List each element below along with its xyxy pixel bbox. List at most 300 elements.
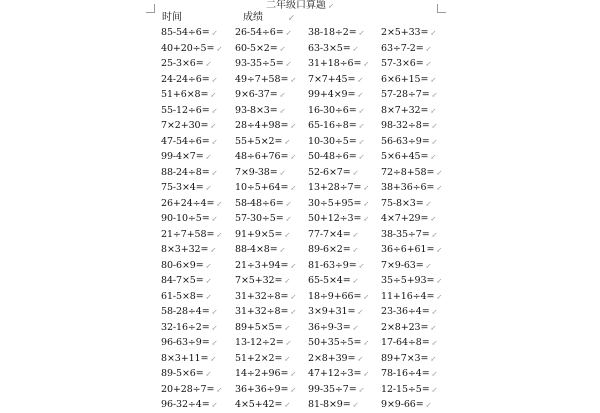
arithmetic-problem (161, 366, 235, 382)
problem-text: 81-63÷9= (308, 259, 357, 271)
paragraph-mark-icon: ↙ (288, 13, 295, 22)
paragraph-mark-icon: ↙ (279, 168, 286, 177)
arithmetic-problem (308, 41, 381, 57)
paragraph-mark-icon: ↙ (210, 246, 217, 254)
arithmetic-problem (161, 134, 235, 150)
problem-text: 3×9+31= (308, 306, 356, 317)
paragraph-mark-icon: ↙ (352, 323, 359, 332)
paragraph-mark-icon: ↙ (358, 385, 365, 394)
arithmetic-problem (161, 72, 235, 88)
paragraph-mark-icon: ↙ (205, 292, 212, 301)
arithmetic-problem (235, 320, 308, 336)
paragraph-mark-icon: ↙ (425, 44, 432, 53)
arithmetic-problem (161, 25, 235, 41)
paragraph-mark-icon: ↙ (430, 29, 437, 37)
arithmetic-problem (308, 25, 381, 41)
problem-text: 7×2+30= (161, 120, 209, 131)
problem-text: 57-30÷5= (235, 213, 284, 224)
problem-text: 60-5×2= (235, 42, 278, 54)
paragraph-mark-icon: ↙ (430, 106, 437, 115)
problem-text: 14÷2+96= (235, 368, 289, 379)
problem-text: 55-12÷6= (161, 104, 210, 116)
arithmetic-problem (381, 118, 447, 134)
arithmetic-problem (308, 242, 381, 258)
paragraph-mark-icon: ↙ (290, 292, 297, 301)
time-label: 时间 (162, 12, 182, 23)
arithmetic-problem (235, 335, 308, 351)
problem-text: 13+28÷7= (308, 182, 362, 193)
arithmetic-problem (308, 56, 381, 72)
problem-text: 61-5×8= (161, 290, 204, 302)
paragraph-mark-icon: ↙ (363, 292, 370, 301)
problem-text: 57-3×6= (381, 58, 424, 69)
paragraph-mark-icon: ↙ (285, 199, 292, 208)
arithmetic-problem (161, 258, 235, 274)
arithmetic-problem (308, 382, 381, 398)
arithmetic-problem (381, 103, 447, 119)
arithmetic-problem (308, 258, 381, 274)
paragraph-mark-icon: ↙ (352, 401, 359, 409)
arithmetic-problem (381, 196, 447, 212)
problem-text: 91+9×5= (235, 228, 283, 240)
paragraph-mark-icon: ↙ (352, 230, 359, 239)
arithmetic-problem (161, 289, 235, 305)
paragraph-mark-icon: ↙ (358, 137, 365, 146)
paragraph-mark-icon: ↙ (358, 261, 365, 270)
problem-text: 90-10÷5= (161, 213, 210, 224)
problem-text: 96-63÷9= (161, 337, 210, 348)
arithmetic-problem (161, 351, 235, 367)
problem-text: 50-48÷6= (308, 151, 357, 162)
paragraph-mark-icon: ↙ (211, 308, 218, 316)
arithmetic-problem (161, 304, 235, 320)
problem-text: 72÷8+58= (381, 166, 435, 178)
paragraph-mark-icon: ↙ (430, 215, 437, 223)
paragraph-mark-icon: ↙ (290, 122, 297, 130)
arithmetic-problem (381, 56, 447, 72)
arithmetic-problem (381, 227, 447, 243)
problem-text: 2×5+33= (381, 27, 429, 38)
problem-text: 11+16÷4= (381, 290, 435, 302)
arithmetic-problem (161, 320, 235, 336)
arithmetic-problem (235, 56, 308, 72)
paragraph-mark-icon: ↙ (205, 60, 212, 68)
paragraph-mark-icon: ↙ (357, 354, 364, 363)
paragraph-mark-icon: ↙ (358, 106, 365, 115)
paragraph-mark-icon: ↙ (211, 168, 218, 177)
arithmetic-problem (308, 180, 381, 196)
problem-text: 10÷5+64= (235, 182, 289, 193)
paragraph-mark-icon: ↙ (211, 215, 218, 223)
paragraph-mark-icon: ↙ (284, 401, 291, 409)
problem-text: 96-32÷4= (161, 399, 210, 410)
paragraph-mark-icon: ↙ (285, 29, 292, 37)
arithmetic-problem (308, 304, 381, 320)
paragraph-mark-icon: ↙ (290, 261, 297, 270)
problem-text: 16-30÷6= (308, 104, 357, 116)
arithmetic-problem (381, 382, 447, 398)
arithmetic-problem (235, 165, 308, 181)
problem-grid (161, 25, 447, 410)
arithmetic-problem (308, 134, 381, 150)
problem-text: 81-8×9= (308, 399, 351, 410)
arithmetic-problem (381, 149, 447, 165)
problem-text: 58-28÷4= (161, 306, 210, 317)
problem-text: 21÷3+94= (235, 259, 289, 271)
paragraph-mark-icon: ↙ (431, 385, 438, 394)
problem-text: 40+20÷5= (161, 42, 215, 54)
problem-text: 9×6-37= (235, 89, 278, 100)
arithmetic-problem (161, 273, 235, 289)
arithmetic-problem (381, 41, 447, 57)
paragraph-mark-icon: ↙ (436, 277, 443, 285)
paragraph-mark-icon: ↙ (363, 215, 370, 223)
problem-text: 99-35÷7= (308, 383, 357, 395)
paragraph-mark-icon: ↙ (436, 168, 443, 177)
arithmetic-problem (235, 382, 308, 398)
paragraph-mark-icon: ↙ (211, 323, 218, 332)
problem-text: 51+6×8= (161, 89, 209, 100)
paragraph-mark-icon: ↙ (436, 246, 443, 254)
problem-text: 80-6×9= (161, 259, 204, 271)
arithmetic-problem (235, 289, 308, 305)
paragraph-mark-icon: ↙ (284, 277, 291, 285)
arithmetic-problem (235, 242, 308, 258)
problem-text: 7×7+45= (308, 73, 356, 85)
arithmetic-problem (235, 196, 308, 212)
problem-text: 25-3×6= (161, 58, 204, 69)
problem-text: 23-36÷4= (381, 306, 430, 317)
arithmetic-problem (381, 320, 447, 336)
paragraph-mark-icon: ↙ (290, 385, 297, 394)
paragraph-mark-icon: ↙ (425, 401, 432, 409)
paragraph-mark-icon: ↙ (285, 215, 292, 223)
problem-text: 58-48÷6= (235, 197, 284, 209)
arithmetic-problem (308, 366, 381, 382)
arithmetic-problem (308, 289, 381, 305)
paragraph-mark-icon: ↙ (205, 184, 212, 192)
arithmetic-problem (235, 103, 308, 119)
paragraph-mark-icon: ↙ (328, 2, 334, 10)
paragraph-mark-icon: ↙ (358, 29, 365, 37)
problem-text: 47+12÷3= (308, 368, 362, 379)
paragraph-mark-icon: ↙ (210, 122, 217, 130)
problem-text: 32-16÷2= (161, 321, 210, 333)
problem-text: 31+32÷8= (235, 290, 289, 302)
arithmetic-problem (161, 397, 235, 413)
problem-text: 28÷4+98= (235, 120, 289, 131)
problem-text: 4×5+42= (235, 399, 283, 410)
paragraph-mark-icon: ↙ (211, 137, 218, 146)
arithmetic-problem (161, 211, 235, 227)
problem-text: 89+7×3= (381, 352, 429, 364)
problem-text: 50+12÷3= (308, 213, 362, 224)
problem-text: 49÷7+58= (235, 73, 289, 85)
paragraph-mark-icon: ↙ (363, 184, 370, 192)
paragraph-mark-icon: ↙ (425, 199, 432, 208)
paragraph-mark-icon: ↙ (285, 60, 292, 68)
arithmetic-problem (381, 289, 447, 305)
arithmetic-problem (308, 211, 381, 227)
problem-text: 2×8+39= (308, 352, 356, 364)
paragraph-mark-icon: ↙ (363, 60, 370, 68)
problem-text: 47-54÷6= (161, 135, 210, 147)
problem-text: 57-28÷7= (381, 89, 430, 100)
paragraph-mark-icon: ↙ (358, 153, 365, 161)
problem-text: 7×5+32= (235, 275, 283, 286)
paragraph-mark-icon: ↙ (284, 137, 291, 146)
problem-text: 99-4×7= (161, 151, 204, 162)
arithmetic-problem (161, 242, 235, 258)
arithmetic-problem (235, 41, 308, 57)
arithmetic-problem (235, 258, 308, 274)
problem-text: 52-6×7= (308, 166, 351, 178)
paragraph-mark-icon: ↙ (211, 106, 218, 115)
problem-text: 8×3+32= (161, 244, 209, 255)
problem-text: 18÷9+66= (308, 290, 362, 302)
arithmetic-problem (308, 273, 381, 289)
problem-text: 7×9-38= (235, 166, 278, 178)
paragraph-mark-icon: ↙ (352, 44, 359, 53)
problem-text: 89+5×5= (235, 321, 283, 333)
problem-text: 75-8×3= (381, 197, 424, 209)
arithmetic-problem (381, 72, 447, 88)
arithmetic-problem (161, 196, 235, 212)
problem-text: 5×6+45= (381, 151, 429, 162)
problem-text: 88-4×8= (235, 244, 278, 255)
problem-text: 75-3×4= (161, 182, 204, 193)
problem-text: 21÷7+58= (161, 228, 215, 240)
paragraph-mark-icon: ↙ (211, 29, 218, 37)
paragraph-mark-icon: ↙ (431, 308, 438, 316)
problem-text: 36+36÷9= (235, 383, 289, 395)
arithmetic-problem (235, 351, 308, 367)
arithmetic-problem (235, 211, 308, 227)
paragraph-mark-icon: ↙ (430, 323, 437, 332)
paragraph-mark-icon: ↙ (210, 354, 217, 363)
paragraph-mark-icon: ↙ (211, 401, 218, 409)
problem-text: 78-16÷4= (381, 368, 430, 379)
problem-text: 89-6×2= (308, 244, 351, 255)
problem-text: 77-7×4= (308, 228, 351, 240)
problem-text: 99+4×9= (308, 89, 356, 100)
paragraph-mark-icon: ↙ (284, 323, 291, 332)
arithmetic-problem (308, 149, 381, 165)
arithmetic-problem (381, 134, 447, 150)
paragraph-mark-icon: ↙ (352, 246, 359, 254)
problem-text: 89-5×6= (161, 368, 204, 379)
problem-text: 12-15÷5= (381, 383, 430, 395)
paragraph-mark-icon: ↙ (205, 370, 212, 378)
problem-text: 9×9-66= (381, 399, 424, 410)
problem-text: 55+5×2= (235, 135, 283, 147)
paragraph-mark-icon: ↙ (216, 385, 223, 394)
paragraph-mark-icon: ↙ (431, 137, 438, 146)
problem-text: 24-24÷6= (161, 73, 210, 85)
paragraph-mark-icon: ↙ (285, 339, 292, 347)
problem-text: 88-24÷8= (161, 166, 210, 178)
arithmetic-problem (235, 118, 308, 134)
paragraph-mark-icon: ↙ (431, 339, 438, 347)
paragraph-mark-icon: ↙ (357, 308, 364, 316)
paragraph-mark-icon: ↙ (216, 44, 223, 53)
arithmetic-problem (381, 273, 447, 289)
arithmetic-problem (381, 351, 447, 367)
arithmetic-problem (235, 72, 308, 88)
paragraph-mark-icon: ↙ (279, 246, 286, 254)
problem-text: 26+24÷4= (161, 197, 215, 209)
paragraph-mark-icon: ↙ (279, 44, 286, 53)
arithmetic-problem (235, 25, 308, 41)
problem-text: 98-32÷8= (381, 120, 430, 131)
paragraph-mark-icon: ↙ (205, 153, 212, 161)
problem-text: 63÷7-2= (381, 42, 424, 54)
problem-text: 56-63÷9= (381, 135, 430, 147)
problem-text: 50+35÷5= (308, 337, 362, 348)
arithmetic-problem (308, 335, 381, 351)
paragraph-mark-icon: ↙ (363, 339, 370, 347)
arithmetic-problem (381, 366, 447, 382)
problem-text: 38+36÷6= (381, 182, 435, 193)
problem-text: 63-3×5= (308, 42, 351, 54)
arithmetic-problem (381, 211, 447, 227)
arithmetic-problem (308, 165, 381, 181)
paragraph-mark-icon: ↙ (425, 261, 432, 270)
arithmetic-problem (381, 397, 447, 413)
problem-text: 36÷9-3= (308, 321, 351, 333)
problem-text: 17-64÷8= (381, 337, 430, 348)
arithmetic-problem (161, 227, 235, 243)
problem-text: 65-5×4= (308, 275, 351, 286)
paragraph-mark-icon: ↙ (425, 60, 432, 68)
arithmetic-problem (235, 304, 308, 320)
paragraph-mark-icon: ↙ (290, 370, 297, 378)
problem-text: 31+18÷6= (308, 58, 362, 69)
problem-text: 20+28÷7= (161, 383, 215, 395)
arithmetic-problem (235, 273, 308, 289)
arithmetic-problem (308, 103, 381, 119)
paragraph-mark-icon: ↙ (430, 153, 437, 161)
arithmetic-problem (308, 351, 381, 367)
arithmetic-problem (161, 118, 235, 134)
problem-text: 84-7×5= (161, 275, 204, 286)
arithmetic-problem (308, 118, 381, 134)
problem-text: 48÷6+76= (235, 151, 289, 162)
arithmetic-problem (161, 56, 235, 72)
arithmetic-problem (381, 180, 447, 196)
arithmetic-problem (308, 196, 381, 212)
problem-text: 7×9-63= (381, 259, 424, 271)
problem-text: 85-54÷6= (161, 27, 210, 38)
paragraph-mark-icon: ↙ (357, 75, 364, 84)
paragraph-mark-icon: ↙ (430, 354, 437, 363)
problem-text: 31+32÷8= (235, 306, 289, 317)
worksheet-title-text: 二年级口算题 (266, 0, 327, 11)
paragraph-mark-icon: ↙ (284, 354, 291, 363)
paragraph-mark-icon: ↙ (210, 91, 217, 99)
problem-text: 93-8×3= (235, 104, 278, 116)
arithmetic-problem (308, 87, 381, 103)
paragraph-mark-icon: ↙ (290, 153, 297, 161)
paragraph-mark-icon: ↙ (290, 308, 297, 316)
problem-text: 8×3+11= (161, 352, 209, 364)
paragraph-mark-icon: ↙ (216, 199, 223, 208)
arithmetic-problem (161, 103, 235, 119)
paragraph-mark-icon: ↙ (358, 122, 365, 130)
arithmetic-problem (235, 87, 308, 103)
arithmetic-problem (235, 397, 308, 413)
arithmetic-problem (308, 72, 381, 88)
paragraph-mark-icon: ↙ (290, 184, 297, 192)
paragraph-mark-icon: ↙ (436, 292, 443, 301)
paragraph-mark-icon: ↙ (211, 75, 218, 84)
arithmetic-problem (161, 335, 235, 351)
arithmetic-problem (161, 180, 235, 196)
paragraph-mark-icon: ↙ (431, 370, 438, 378)
problem-text: 8×7+32= (381, 104, 429, 116)
arithmetic-problem (381, 258, 447, 274)
arithmetic-problem (161, 382, 235, 398)
paragraph-mark-icon: ↙ (431, 230, 438, 239)
arithmetic-problem (381, 87, 447, 103)
problem-text: 35÷5+93= (381, 275, 435, 286)
arithmetic-problem (381, 242, 447, 258)
arithmetic-problem (381, 25, 447, 41)
arithmetic-problem (235, 366, 308, 382)
arithmetic-problem (161, 165, 235, 181)
arithmetic-problem (235, 134, 308, 150)
problem-text: 6×6+15= (381, 73, 429, 85)
paragraph-mark-icon: ↙ (357, 91, 364, 99)
problem-text: 51+2×2= (235, 352, 283, 364)
arithmetic-problem (161, 149, 235, 165)
arithmetic-problem (308, 320, 381, 336)
problem-text: 13-12÷2= (235, 337, 284, 348)
arithmetic-problem (381, 335, 447, 351)
arithmetic-problem (308, 227, 381, 243)
problem-text: 36÷6+61= (381, 244, 435, 255)
paragraph-mark-icon: ↙ (279, 91, 286, 99)
paragraph-mark-icon: ↙ (211, 339, 218, 347)
arithmetic-problem (161, 41, 235, 57)
paragraph-mark-icon: ↙ (430, 75, 437, 84)
paragraph-mark-icon: ↙ (284, 230, 291, 239)
problem-text: 38-35÷7= (381, 228, 430, 240)
problem-text: 2×8+23= (381, 321, 429, 333)
paragraph-mark-icon: ↙ (352, 168, 359, 177)
paragraph-mark-icon: ↙ (279, 106, 286, 115)
paragraph-mark-icon: ↙ (363, 370, 370, 378)
problem-text: 26-54÷6= (235, 27, 284, 38)
score-label: 成绩 (243, 12, 263, 23)
arithmetic-problem (235, 149, 308, 165)
problem-text: 10-30÷5= (308, 135, 357, 147)
problem-text: 65-16÷8= (308, 120, 357, 131)
paragraph-mark-icon: ↙ (205, 261, 212, 270)
paragraph-mark-icon: ↙ (216, 230, 223, 239)
paragraph-mark-icon: ↙ (436, 184, 443, 192)
paragraph-mark-icon: ↙ (431, 122, 438, 130)
arithmetic-problem (235, 227, 308, 243)
arithmetic-problem (161, 87, 235, 103)
paragraph-mark-icon: ↙ (431, 91, 438, 99)
arithmetic-problem (381, 304, 447, 320)
arithmetic-problem (235, 180, 308, 196)
problem-text: 38-18÷2= (308, 27, 357, 38)
paragraph-mark-icon: ↙ (352, 277, 359, 285)
paragraph-mark-icon: ↙ (205, 277, 212, 285)
paragraph-mark-icon: ↙ (363, 199, 370, 208)
